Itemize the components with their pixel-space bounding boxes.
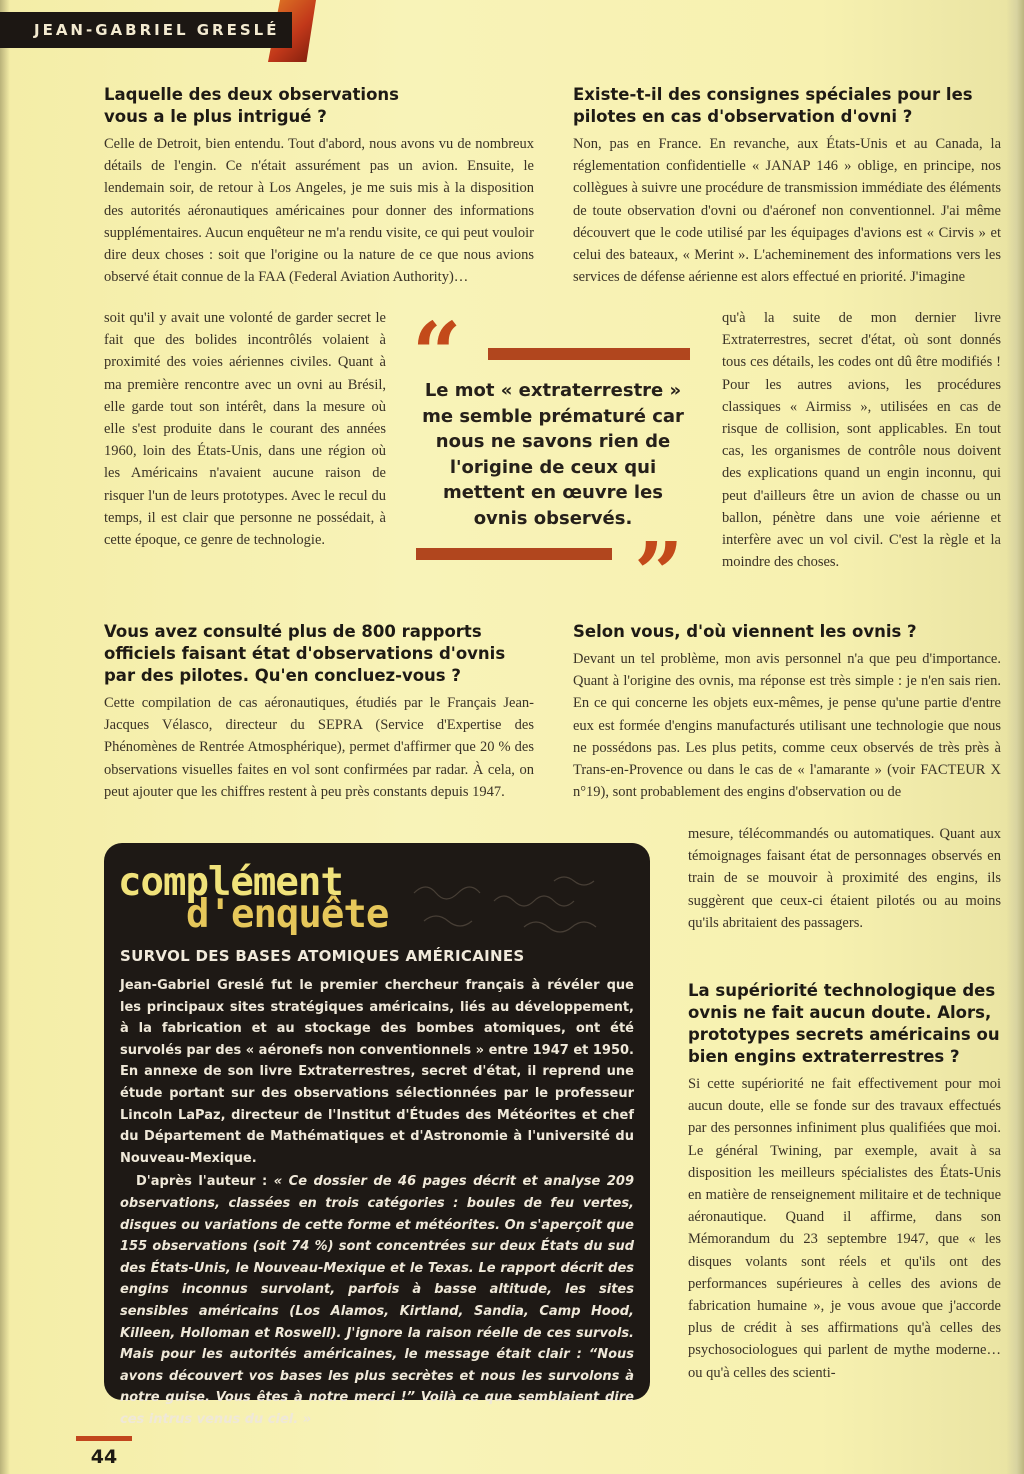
right-question-2-block [573, 621, 1001, 803]
question-heading: Existe-t-il des consignes spéciales pour les pilotes en cas d'observation d'ovni ? [573, 85, 973, 126]
answer-paragraph: Celle de Detroit, bien entendu. Tout d'abord, nous avons vu de nombreux détails de l'engin. Ce n'était assurément pas un avion. Ensuite, le lendemain soir, de retour à Los Angeles, je me suis mis à la disposition des autorités aéronautiques américaines pour donner des informations supplémentaires. Aucun enquêteur ne m'a rendu visite, ce qui peut vouloir dire deux choses : soit que l'origine ou la nature de ce que nous avions observé était connue de la FAA (Federal Aviation Authority)… [104, 136, 534, 286]
author-header: JEAN-GABRIEL GRESLÉ [0, 12, 292, 48]
quote-rule-top [488, 348, 690, 360]
right-question-3-block [688, 980, 1001, 1384]
answer-paragraph: Cette compilation de cas aéronautiques, étudiés par le Français Jean-Jacques Vélasco, directeur du SEPRA (Service d'Expertise des Phénomènes de Rentrée Atmosphérique), permet d'affirmer que 20 % des observations visuelles faites en vol sont confirmées par radar. À cela, on peut ajouter que les chiffres restent à peu près constants depuis 1947. [104, 695, 534, 800]
close-quote-mark: ” [634, 524, 684, 625]
answer-paragraph-continued: soit qu'il y avait une volonté de garder secret le fait que des bolides incontrôlés volaient à proximité des voies aériennes civiles. Quant à ma première rencontre avec un ovni au Brésil, elle garde tout son intérêt, dans la mesure où elle s'est produite dans le courant des années 1960, loin des États-Unis, dans une région où les Américains n'avaient aucune raison de risquer l'un de leurs prototypes. Avec le recul du temps, il est clair que personne ne possédait, à cette époque, ce genre de technologie. [104, 310, 386, 549]
page-edge-shadow [1006, 0, 1024, 1474]
box-paragraph-2-intro: D'après l'auteur : [136, 1174, 274, 1190]
box-title-line-1: complément [118, 860, 343, 905]
box-title-line-2: d'enquête [186, 892, 389, 937]
right-question-1-block [573, 84, 1001, 288]
question-heading: Laquelle des deux observations vous a le plus intrigué ? [104, 85, 399, 126]
pull-quote [412, 304, 700, 625]
pull-quote-text: Le mot « extraterrestre » me semble prématuré car nous ne savons rien de l'origine de ceux qui mettent en œuvre les ovnis observés. [422, 380, 684, 529]
complement-enquete-box [104, 843, 650, 1427]
page-number: 44 [76, 1436, 132, 1474]
left-question-1-block [104, 84, 534, 288]
open-quote-mark: “ [412, 304, 462, 405]
handwriting-decoration [404, 863, 634, 943]
answer-paragraph-continued: qu'à la suite de mon dernier livre Extraterrestres, secret d'état, où sont donnés tous ces détails, les codes ont dû être modifiés ! Pour les autres avions, les procédures classiques « Airmiss », utilisées en cas de risque de collision, sont applicables. En tout cas, les organismes de contrôle nous doivent des explications quand un engin inconnu, qui peut d'ailleurs être un avion de chasse ou un ballon, pénètre dans une voie aérienne et interfère avec un vol civil. C'est la règle et la moindre des choses. [722, 310, 1001, 571]
quote-rule-bottom [416, 548, 612, 560]
box-subtitle: SURVOL DES BASES ATOMIQUES AMÉRICAINES [120, 947, 525, 965]
answer-paragraph: Si cette supériorité ne fait effectivement pour moi aucun doute, elle se fonde sur des travaux effectués par des personnes infiniment plus qualifiées que moi. Le général Twining, par exemple, avait à sa disposition les meilleurs spécialistes des États-Unis en matière de renseignement militaire et de technique aéronautique. Quand il affirme, dans son Mémorandum du 23 septembre 1947, que « les disques volants sont réels et qu'ils ont des performances supérieures à celles des avions de fabrication humaine », je vous avoue que j'accorde plus de crédit à ses affirmations qu'à celles des psychosociologues qui parlent de mythe moderne… ou qu'à celles des scienti- [688, 1076, 1001, 1381]
question-heading: Selon vous, d'où viennent les ovnis ? [573, 622, 917, 641]
box-paragraph-1: Jean-Gabriel Greslé fut le premier chercheur français à révéler que les principaux sites stratégiques américains, liés au développement, à la fabrication et au stockage des bombes atomiques, ont été survolés par des « aéronefs non conventionnels » entre 1947 et 1950. En annexe de son livre Extraterrestres, secret d'état, il reprend une étude portant sur des observations sélectionnées par le professeur Lincoln LaPaz, directeur de l'Institut d'Études des Météorites et chef du Département de Mathématiques et d'Astronomie à l'université du Nouveau-Mexique. [120, 978, 634, 1166]
box-quote: « Ce dossier de 46 pages décrit et analyse 209 observations, classées en trois catégories : boules de feu vertes, disques ou variations de cette forme et météorites. On s'aperçoit que 155 observations (soit 74 %) sont concentrées sur deux États du sud des États-Unis, le Nouveau-Mexique et le Texas. Le rapport décrit des engins inconnus survolant, parfois à basse altitude, les sites sensibles américains (Los Alamos, Kirtland, Sandia, Camp Hood, Killeen, Holloman et Roswell). J'ignore la raison réelle de ces survols. Mais pour les autorités américaines, le message était clair : “Nous avons découvert vos bases les plus secrètes et nous les survolons à notre guise. Vous êtes à notre merci !” Voilà ce que semblaient dire ces intrus venus du ciel. » [120, 1174, 634, 1427]
page-gutter-shadow [0, 0, 10, 1474]
question-heading: Vous avez consulté plus de 800 rapports officiels faisant état d'observations d'ovnis par des pilotes. Qu'en concluez-vous ? [104, 622, 506, 685]
box-paragraph-2 [120, 1171, 634, 1430]
answer-paragraph: Non, pas en France. En revanche, aux États-Unis et au Canada, la réglementation confidentielle « JANAP 146 » oblige, en principe, nos collègues à suivre une procédure de transmission immédiate des éléments de toute observation d'ovni ou d'aéronef non conventionnel. J'ai même découvert que le code utilisé par les équipages d'avions est « Cirvis » et celui des bateaux, « Merint ». L'acheminement des informations vers les services de défense aérienne est alors effectué en priorité. J'imagine [573, 136, 1001, 286]
box-body [120, 975, 634, 1430]
answer-paragraph-continued: mesure, télécommandés ou automatiques. Quant aux témoignages faisant état de personnages observés en train de se mouvoir à proximité des engins, ils suggèrent que ceux-ci étaient pilotés ou au moins qu'ils abritaient des passagers. [688, 826, 1001, 931]
answer-paragraph: Devant un tel problème, mon avis personnel n'a que peu d'importance. Quant à l'origine des ovnis, ma réponse est très simple : je n'en sais rien. En ce qui concerne les objets eux-mêmes, je pense qu'une partie d'entre eux est formée d'engins manufacturés utilisant une technologie que nous ne possédons pas. Les plus petits, comme ceux observés de très près à Trans-en-Provence ou dans le cas de « l'amarante » (voir FACTEUR X n°19), sont probablement des engins d'observation ou de [573, 651, 1001, 801]
left-question-2-block [104, 621, 534, 803]
question-heading: La supériorité technologique des ovnis ne fait aucun doute. Alors, prototypes secrets américains ou bien engins extraterrestres ? [688, 981, 1000, 1066]
